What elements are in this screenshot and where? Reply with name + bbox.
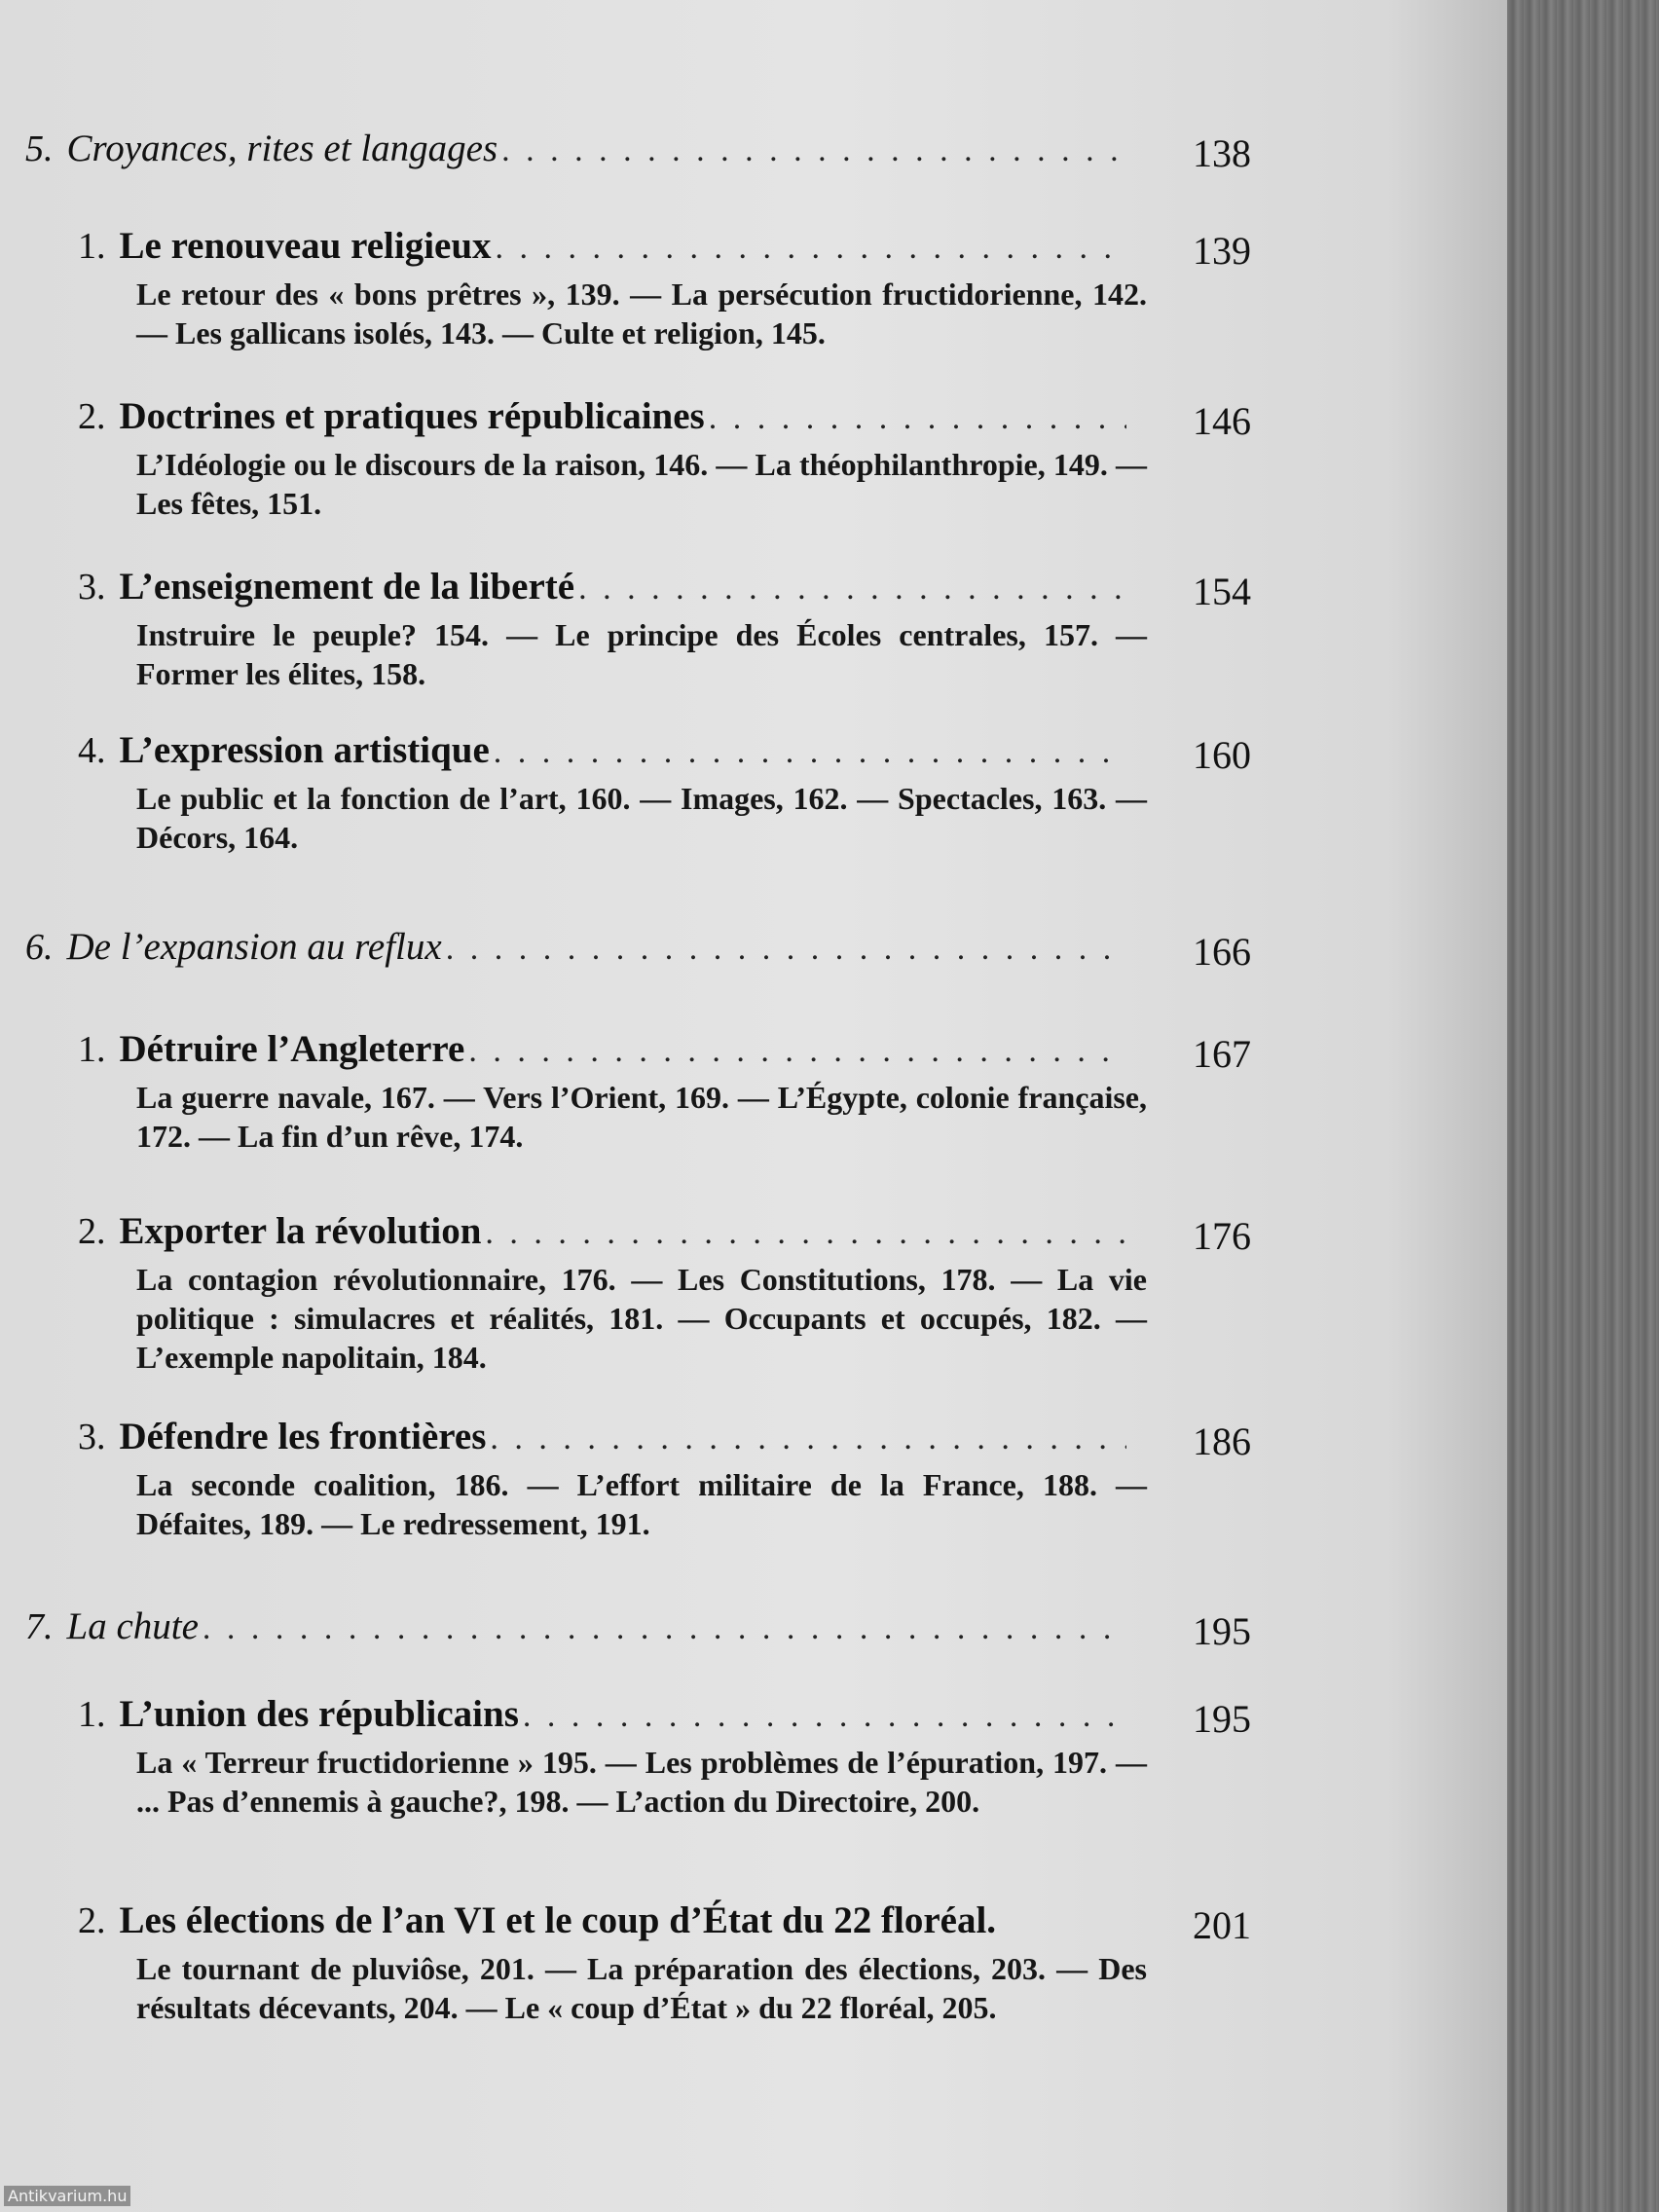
section-title: Exporter la révolution — [119, 1210, 482, 1252]
section-title: Les élections de l’an VI et le coup d’État du 22 floréal. — [119, 1899, 997, 1941]
section-summary: L’Idéologie ou le discours de la raison, 146. — La théophilanthropie, 149. — Les fêtes, 151. — [136, 447, 1147, 521]
section-number: 1. — [78, 1694, 106, 1735]
section-summary: Le retour des « bons prêtres », 139. — La persécution fructidorienne, 142. — Les gallicans isolés, 143. — Culte et religion, 145. — [136, 276, 1147, 350]
section-number: 2. — [78, 1211, 106, 1252]
section-title: Le renouveau religieux — [119, 225, 492, 267]
leader-dots — [709, 400, 1126, 437]
section-summary: Le public et la fonction de l’art, 160. — Images, 162. — Spectacles, 163. — Décors, 164. — [136, 781, 1147, 855]
section-summary: La « Terreur fructidorienne » 195. — Les problèmes de l’épuration, 197. — ... Pas d’ennemis à gauche?, 198. — L’action du Directoire, 200. — [136, 1745, 1147, 1819]
chapter-number: 6. — [25, 927, 54, 968]
section-title: L’expression artistique — [119, 729, 490, 771]
chapter-title: De l’expansion au reflux — [66, 926, 442, 968]
page-number: 166 — [1193, 930, 1251, 974]
section-number: 2. — [78, 1900, 106, 1941]
section-number: 3. — [78, 1417, 106, 1457]
page-number: 195 — [1193, 1609, 1251, 1653]
leader-dots — [578, 571, 1126, 608]
leader-dots — [485, 1215, 1126, 1252]
book-edge — [1507, 0, 1659, 2212]
page-number: 176 — [1193, 1214, 1251, 1258]
page-number: 146 — [1193, 399, 1251, 443]
page-number: 160 — [1193, 733, 1251, 777]
page-number: 154 — [1193, 570, 1251, 613]
section-summary: La guerre navale, 167. — Vers l’Orient, 169. — L’Égypte, colonie française, 172. — La fin d’un rêve, 174. — [136, 1080, 1147, 1154]
section-number: 2. — [78, 396, 106, 437]
page-number: 195 — [1193, 1697, 1251, 1741]
section-title: Doctrines et pratiques républicaines — [119, 395, 705, 437]
section-number: 3. — [78, 567, 106, 608]
watermark: Antikvarium.hu — [4, 2186, 130, 2206]
section-summary: Instruire le peuple? 154. — Le principe des Écoles centrales, 157. — Former les élites, 158. — [136, 617, 1147, 691]
page-number: 186 — [1193, 1419, 1251, 1463]
leader-dots — [501, 132, 1126, 169]
leader-dots — [496, 230, 1126, 267]
chapter-number: 7. — [25, 1606, 54, 1647]
page-number: 138 — [1193, 131, 1251, 175]
leader-dots — [446, 931, 1126, 968]
leader-dots — [494, 734, 1126, 771]
page-number: 201 — [1193, 1903, 1251, 1947]
section-number: 1. — [78, 226, 106, 267]
chapter-number: 5. — [25, 129, 54, 169]
section-summary: La seconde coalition, 186. — L’effort militaire de la France, 188. — Défaites, 189. — Le redressement, 191. — [136, 1467, 1147, 1541]
section-summary: La contagion révolutionnaire, 176. — Les Constitutions, 178. — La vie politique : simulacres et réalités, 181. — Occupants et occupés, 182. — L’exemple napolitain, 184. — [136, 1262, 1147, 1375]
chapter-title: Croyances, rites et langages — [66, 128, 498, 169]
leader-dots — [490, 1420, 1126, 1457]
leader-dots — [468, 1033, 1126, 1070]
section-title: L’union des républicains — [119, 1693, 519, 1735]
section-title: Détruire l’Angleterre — [119, 1028, 465, 1070]
section-summary: Le tournant de pluviôse, 201. — La préparation des élections, 203. — Des résultats décevants, 204. — Le « coup d’État » du 22 floréal, 205. — [136, 1951, 1147, 2025]
chapter-title: La chute — [66, 1605, 199, 1647]
section-number: 1. — [78, 1029, 106, 1070]
leader-dots — [523, 1698, 1126, 1735]
section-number: 4. — [78, 730, 106, 771]
page-number: 139 — [1193, 229, 1251, 273]
leader-dots — [203, 1610, 1126, 1647]
page-number: 167 — [1193, 1032, 1251, 1076]
section-title: Défendre les frontières — [119, 1416, 487, 1457]
section-title: L’enseignement de la liberté — [119, 566, 575, 608]
